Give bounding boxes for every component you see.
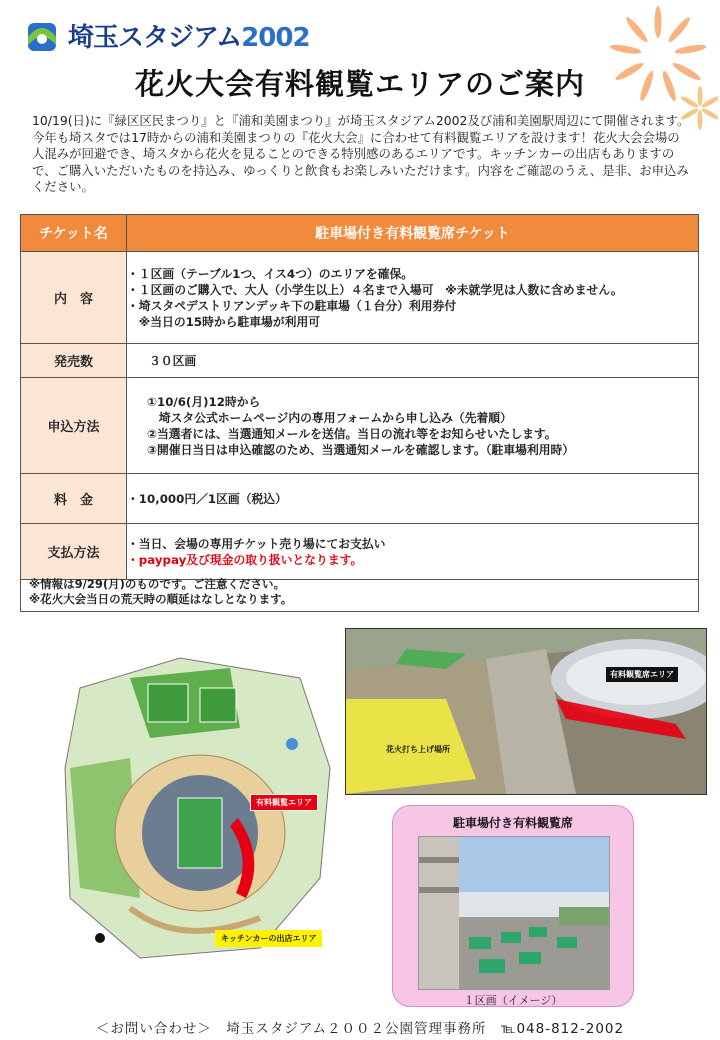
seating-photo-box bbox=[392, 805, 634, 1007]
contents-label: 内 容 bbox=[21, 252, 127, 344]
apply-label: 申込方法 bbox=[21, 378, 127, 474]
contents-line: ・１区画（テーブル1つ、イス4つ）のエリアを確保。 bbox=[127, 266, 414, 281]
logo-brand: 埼玉スタジアム bbox=[68, 22, 242, 53]
notes-box bbox=[20, 574, 699, 612]
payment-line: ・当日、会場の専用チケット売り場にてお支払い bbox=[127, 536, 386, 551]
aerial-launch-site-label: 花火打ち上げ場所 bbox=[386, 745, 450, 754]
table-row-apply bbox=[21, 378, 699, 474]
intro-paragraph: 10/19(日)に『緑区区民まつり』と『浦和美園まつり』が埼玉スタジアム2002及び浦和美園駅周辺にて開催されます。今年も埼スタでは17時からの浦和美園まつりの『花火大会』に合わせて有料観覧エリアを設けます！花火大会会場の人混みが回避でき、埼スタから花火を見ることのできる特別感のあるエリアです。キッチンカーの出店もありますので、ご購入いただいたものを持込み、ゆっくりと飲食もお楽しみいただけます。内容をご確認のうえ、是非、お申込みください。 bbox=[32, 113, 690, 194]
seating-photo-title: 駐車場付き有料観覧席 bbox=[452, 816, 573, 830]
logo bbox=[22, 14, 310, 56]
table-header-row bbox=[21, 215, 699, 252]
seating-photo bbox=[418, 836, 610, 990]
stadium-park-map bbox=[60, 648, 340, 968]
note-line: ※花火大会当日の荒天時の順延はなしとなります。 bbox=[29, 592, 293, 606]
ticket-name-value: 駐車場付き有料観覧席チケット bbox=[127, 215, 699, 252]
payment-value bbox=[127, 524, 699, 580]
payment-note: ・paypay及び現金の取り扱いとなります。 bbox=[127, 552, 363, 567]
page-title: 花火大会有料観覧エリアのご案内 bbox=[134, 67, 585, 101]
contents-value bbox=[127, 252, 699, 344]
map-viewing-area-label: 有料観覧エリア bbox=[250, 794, 318, 811]
aerial-photo-illustration bbox=[346, 629, 706, 794]
apply-value bbox=[127, 378, 699, 474]
apply-line: ③開催日当日は申込確認のため、当選通知メールを確認します。（駐車場利用時） bbox=[147, 442, 575, 457]
contents-line: ※当日の15時から駐車場が利用可 bbox=[127, 314, 321, 329]
stadium-logo-icon bbox=[22, 15, 62, 55]
contents-line: ・１区画のご購入で、大人（小学生以上）４名まで入場可 ※未就学児は人数に含めません。 bbox=[127, 282, 623, 297]
sales-value: ３０区画 bbox=[127, 344, 699, 378]
sales-label: 発売数 bbox=[21, 344, 127, 378]
seating-photo-illustration bbox=[419, 837, 609, 989]
ticket-info-table bbox=[20, 214, 699, 580]
table-row-fee bbox=[21, 474, 699, 524]
fee-value: ・10,000円／1区画（税込） bbox=[127, 474, 699, 524]
contents-line: ・埼スタペデストリアンデッキ下の駐車場（１台分）利用券付 bbox=[127, 298, 457, 313]
note-line: ※情報は9/29(月)のものです。ご注意ください。 bbox=[29, 577, 285, 591]
logo-text bbox=[68, 17, 310, 54]
apply-line: ②当選者には、当選通知メールを送信。当日の流れ等をお知らせいたします。 bbox=[147, 426, 557, 441]
table-row-sales bbox=[21, 344, 699, 378]
apply-line: 埼スタ公式ホームページ内の専用フォームから申し込み（先着順） bbox=[147, 410, 512, 425]
apply-line: ①10/6(月)12時から bbox=[147, 394, 261, 409]
table-row-payment bbox=[21, 524, 699, 580]
map-kitchen-area-label: キッチンカーの出店エリア bbox=[215, 930, 322, 947]
aerial-viewing-area-label: 有料観覧席エリア bbox=[606, 667, 678, 682]
payment-label: 支払方法 bbox=[21, 524, 127, 580]
seating-photo-caption: １区画（イメージ） bbox=[463, 994, 563, 1007]
aerial-photo bbox=[345, 628, 707, 795]
table-row-contents bbox=[21, 252, 699, 344]
logo-number: 2002 bbox=[241, 22, 310, 53]
fee-label: 料 金 bbox=[21, 474, 127, 524]
contact-footer: ＜お問い合わせ＞ 埼玉スタジアム２００２公園管理事務所 ℡048-812-2002 bbox=[95, 1021, 625, 1037]
ticket-name-label: チケット名 bbox=[21, 215, 127, 252]
